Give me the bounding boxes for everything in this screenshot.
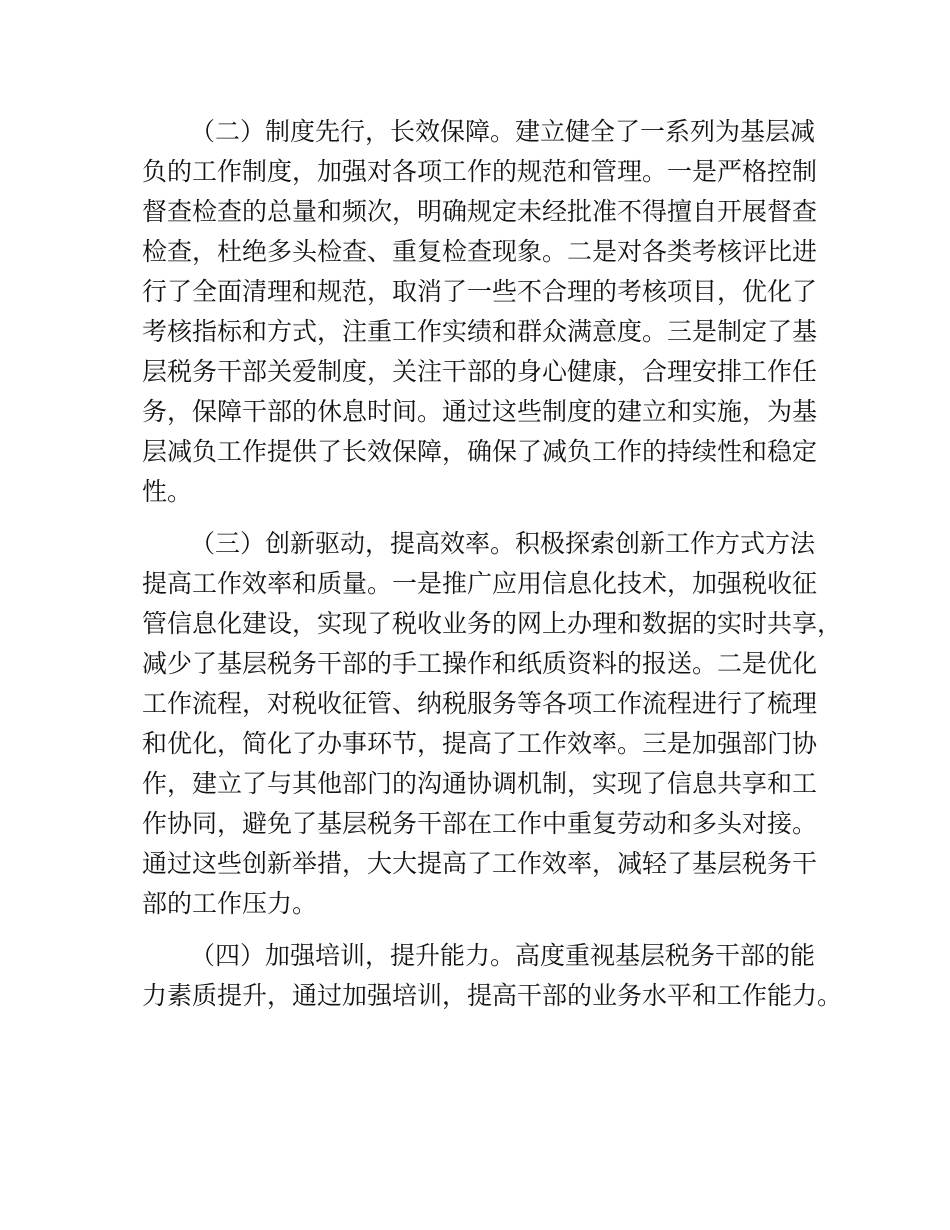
text-line: 作协同，避免了基层税务干部在工作中重复劳动和多头对接。	[142, 809, 818, 838]
text-line: 性。	[142, 477, 193, 506]
paragraph-section-2	[142, 112, 832, 512]
text-line: 管信息化建设，实现了税收业务的网上办理和数据的实时共享，	[142, 609, 843, 638]
text-line: 工作流程，对税收征管、纳税服务等各项工作流程进行了梳理	[142, 689, 818, 718]
text-line: 减少了基层税务干部的手工操作和纸质资料的报送。二是优化	[142, 649, 818, 678]
paragraph-section-3	[142, 524, 843, 924]
text-line: 通过这些创新举措，大大提高了工作效率，减轻了基层税务干	[142, 849, 818, 878]
text-line: 检查，杜绝多头检查、重复检查现象。二是对各类考核评比进	[142, 237, 818, 266]
text-line: 层税务干部关爱制度，关注干部的身心健康，合理安排工作任	[142, 357, 818, 386]
text-line: 督查检查的总量和频次，明确规定未经批准不得擅自开展督查	[142, 197, 818, 226]
text-line: 考核指标和方式，注重工作实绩和群众满意度。三是制定了基	[142, 317, 818, 346]
text-line: （三）创新驱动，提高效率。积极探索创新工作方式方法	[190, 529, 816, 558]
text-line: 作，建立了与其他部门的沟通协调机制，实现了信息共享和工	[142, 769, 818, 798]
text-line: 提高工作效率和质量。一是推广应用信息化技术，加强税收征	[142, 569, 818, 598]
text-line: 部的工作压力。	[142, 889, 318, 918]
document-body	[142, 112, 843, 1016]
text-line: 层减负工作提供了长效保障，确保了减负工作的持续性和稳定	[142, 437, 818, 466]
text-line: 行了全面清理和规范，取消了一些不合理的考核项目，优化了	[142, 277, 818, 306]
text-line: 力素质提升，通过加强培训，提高干部的业务水平和工作能力。	[142, 981, 843, 1010]
text-line: 务，保障干部的休息时间。通过这些制度的建立和实施，为基	[142, 397, 818, 426]
paragraph-section-4	[142, 936, 843, 1016]
text-line: （四）加强培训，提升能力。高度重视基层税务干部的能	[190, 941, 816, 970]
text-line: 负的工作制度，加强对各项工作的规范和管理。一是严格控制	[142, 157, 818, 186]
text-line: （二）制度先行，长效保障。建立健全了一系列为基层减	[190, 117, 816, 146]
text-line: 和优化，简化了办事环节，提高了工作效率。三是加强部门协	[142, 729, 818, 758]
